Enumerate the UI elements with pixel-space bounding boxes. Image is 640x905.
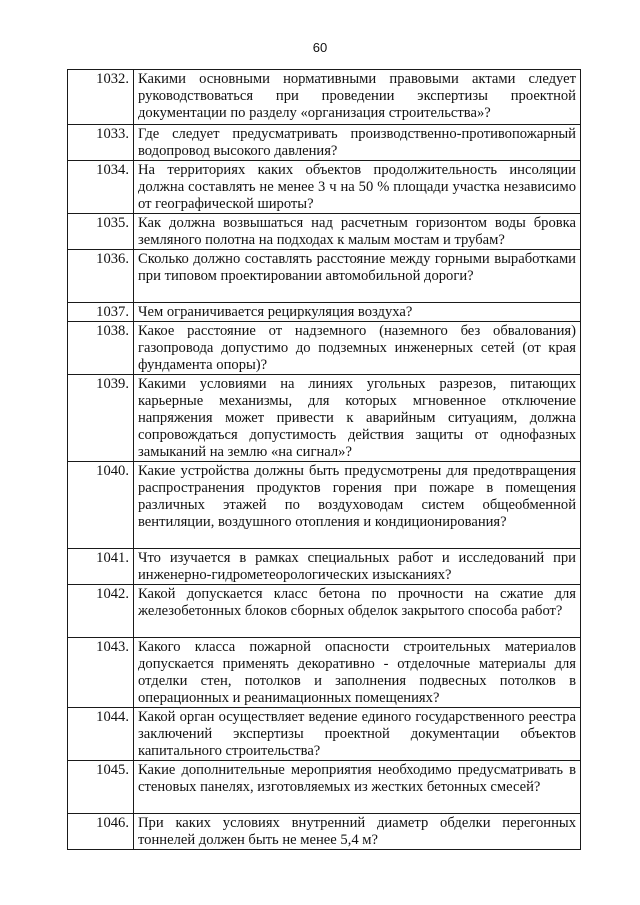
question-number: 1038. [68,322,134,375]
question-number: 1040. [68,462,134,549]
table-row [68,214,581,250]
question-text: Какие устройства должны быть предусмотрены для предотвращения распространения продуктов горения при пожаре в помещения различных этажей по воздуховодам систем общеобменной вентиляции, воздушного отопления и кондиционирования? [134,462,581,549]
table-row [68,585,581,638]
question-text: Что изучается в рамках специальных работ и исследований при инженерно-гидрометеорологических изысканиях? [134,549,581,585]
questions-table [67,69,581,850]
question-number: 1033. [68,125,134,161]
table-row [68,161,581,214]
question-text: При каких условиях внутренний диаметр обделки перегонных тоннелей должен быть не менее 5,4 м? [134,814,581,850]
question-text: Чем ограничивается рециркуляция воздуха? [134,303,581,322]
question-text: Какой орган осуществляет ведение единого государственного реестра заключений экспертизы проектной документации объектов капитального строительства? [134,708,581,761]
question-text: Какими условиями на линиях угольных разрезов, питающих карьерные механизмы, для которых мгновенное отключение напряжения может привести к аварийным ситуациям, должна сопровождаться допустимость действия защиты от однофазных замыканий на землю «на сигнал»? [134,375,581,462]
question-number: 1045. [68,761,134,814]
question-text: Как должна возвышаться над расчетным горизонтом воды бровка земляного полотна на подходах к малым мостам и трубам? [134,214,581,250]
question-text: На территориях каких объектов продолжительность инсоляции должна составлять не менее 3 ч на 50 % площади участка независимо от географической широты? [134,161,581,214]
question-number: 1035. [68,214,134,250]
question-number: 1034. [68,161,134,214]
page-number: 60 [312,40,328,55]
question-number: 1039. [68,375,134,462]
table-row [68,462,581,549]
table-row [68,70,581,125]
table-row [68,814,581,850]
question-number: 1041. [68,549,134,585]
question-number: 1037. [68,303,134,322]
question-text: Где следует предусматривать производственно-противопожарный водопровод высокого давления? [134,125,581,161]
question-number: 1036. [68,250,134,303]
table-row [68,761,581,814]
question-number: 1046. [68,814,134,850]
table-row [68,549,581,585]
question-text: Какое расстояние от надземного (наземного без обвалования) газопровода допустимо до подземных инженерных сетей (от края фундамента опоры)? [134,322,581,375]
question-number: 1043. [68,638,134,708]
table-row [68,638,581,708]
questions-table-body [68,70,581,850]
table-row [68,322,581,375]
table-row [68,375,581,462]
question-text: Какой допускается класс бетона по прочности на сжатие для железобетонных блоков сборных обделок закрытого способа работ? [134,585,581,638]
question-number: 1042. [68,585,134,638]
table-row [68,125,581,161]
question-text: Сколько должно составлять расстояние между горными выработками при типовом проектировании автомобильной дороги? [134,250,581,303]
question-text: Какими основными нормативными правовыми актами следует руководствоваться при проведении экспертизы проектной документации по разделу «организация строительства»? [134,70,581,125]
table-row [68,708,581,761]
question-text: Какие дополнительные мероприятия необходимо предусматривать в стеновых панелях, изготовляемых из жестких бетонных смесей? [134,761,581,814]
question-number: 1032. [68,70,134,125]
table-row [68,303,581,322]
table-row [68,250,581,303]
question-text: Какого класса пожарной опасности строительных материалов допускается применять декоративно - отделочные материалы для отделки стен, потолков и заполнения подвесных потолков в операционных и реанимационных помещениях? [134,638,581,708]
question-number: 1044. [68,708,134,761]
